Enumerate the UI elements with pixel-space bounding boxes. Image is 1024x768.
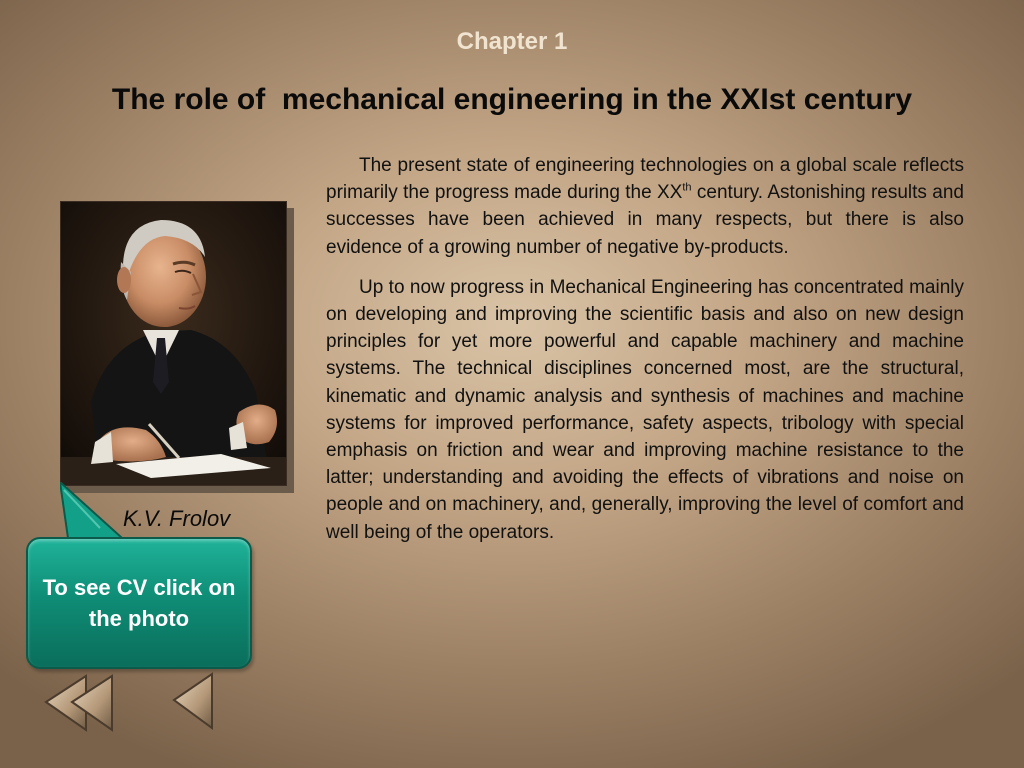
portrait-image	[61, 202, 286, 485]
body-text	[326, 152, 964, 559]
paragraph-2: Up to now progress in Mechanical Engineering has concentrated mainly on developing and improving the scientific basis and also on new design principles for yet more powerful and capable machinery and machine systems. The technical disciplines concerned most, are the structural, kinematic and dynamic analysis and synthesis of machines and machine systems for improved performance, safety aspects, tribology with special emphasis on friction and wear and improving machine resistance to the latter; understanding and avoiding the effects of vibrations and noise on people and on machinery, and, generally, improving the level of comfort and well being of the operators.	[326, 276, 964, 543]
slide-title: The role of mechanical engineering in the XXIst century	[111, 83, 913, 116]
double-triangle-left-icon	[46, 676, 112, 730]
portrait-caption: K.V. Frolov	[123, 506, 231, 531]
paragraph-1: The present state of engineering technologies on a global scale reflects primarily the progress made during the XXth century. Astonishing results and successes have been achieved in many respects, but there is also evidence of a growing number of negative by-products.	[326, 155, 964, 258]
triangle-left-icon	[174, 674, 212, 728]
chapter-label: Chapter 1	[456, 28, 568, 55]
previous-slide-button[interactable]	[170, 670, 216, 732]
cv-callout-button[interactable]	[26, 537, 252, 669]
first-slide-button[interactable]	[42, 672, 116, 734]
portrait-photo[interactable]	[60, 201, 287, 486]
cv-callout-text: To see CV click on the photo	[42, 575, 236, 631]
